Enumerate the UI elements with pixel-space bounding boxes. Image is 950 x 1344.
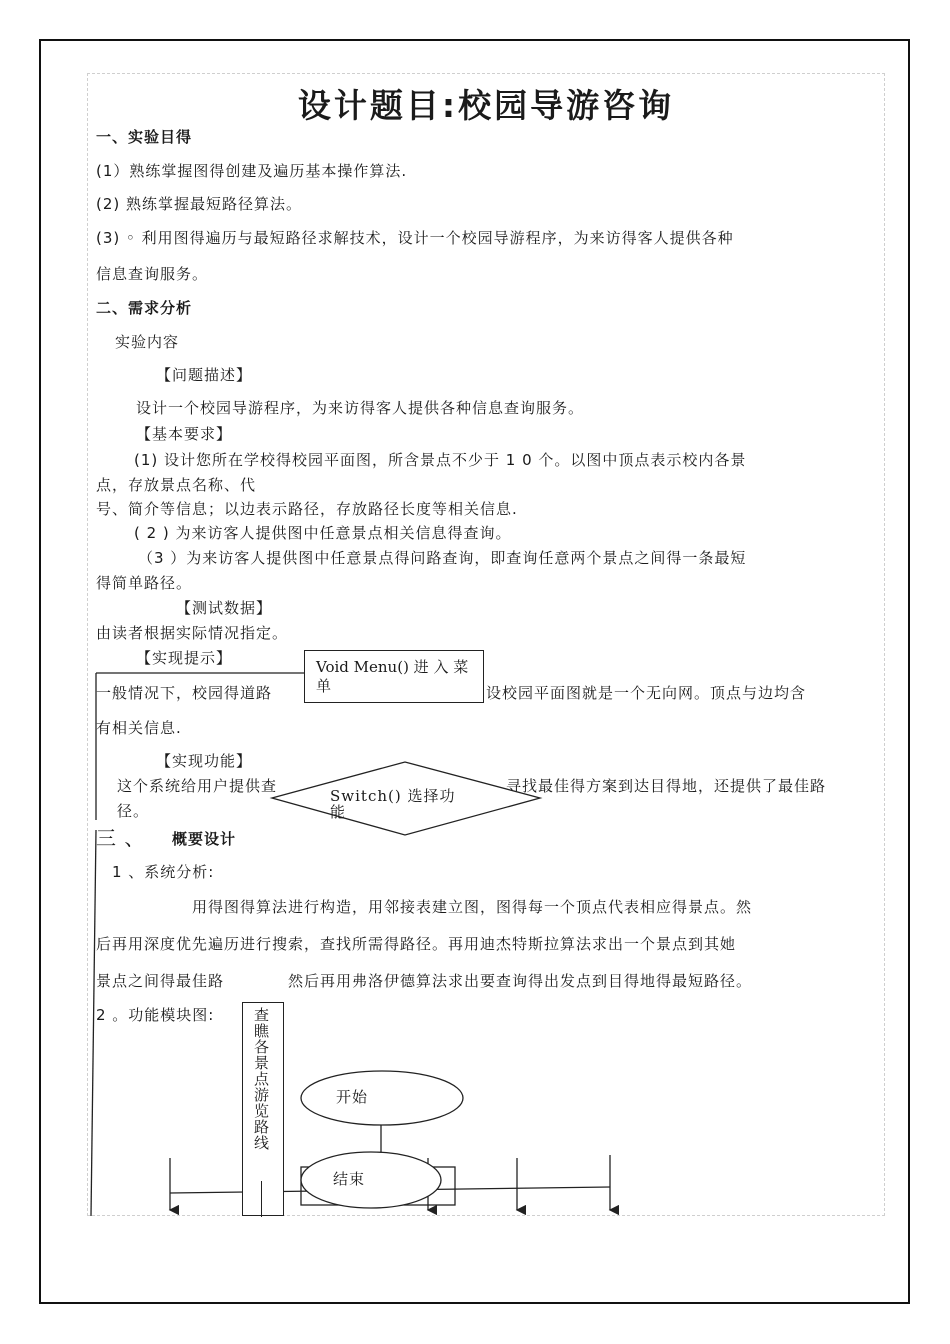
section-1-heading: 一、实验目得 xyxy=(96,128,193,146)
section-2-heading: 二、需求分析 xyxy=(96,299,193,317)
system-analysis-heading: 1 、系统分析: xyxy=(112,863,215,881)
menu-box-label: Void Menu() 进 入 菜单 xyxy=(316,658,469,695)
hint-heading: 【实现提示】 xyxy=(136,649,233,667)
requirement-1-cont2: 号、简介等信息；以边表示路径，存放路径长度等相关信息. xyxy=(96,500,518,518)
hint-text-cont: 有相关信息. xyxy=(96,719,182,737)
module-diagram-heading: 2 。功能模块图: xyxy=(96,1006,215,1024)
function-heading: 【实现功能】 xyxy=(156,752,253,770)
test-text: 由读者根据实际情况指定。 xyxy=(96,624,289,642)
function-text-left: 这个系统给用户提供查 xyxy=(117,777,278,795)
problem-text: 设计一个校园导游程序，为来访得客人提供各种信息查询服务。 xyxy=(136,399,585,417)
start-label: 开始 xyxy=(336,1088,369,1106)
connector-line xyxy=(91,830,96,1216)
start-oval xyxy=(301,1071,463,1125)
objective-2: (2) 熟练掌握最短路径算法。 xyxy=(96,195,303,213)
switch-label: Switch() 选择功能 xyxy=(330,787,456,821)
hint-text-left: 一般情况下，校园得道路 xyxy=(96,684,273,702)
vertical-box-label: 查瞧各景点游览路线 xyxy=(254,1006,270,1152)
page-title: 设计题目:校园导游咨询 xyxy=(297,86,675,125)
test-heading: 【测试数据】 xyxy=(176,599,273,617)
requirement-2: ( 2 ) 为来访客人提供图中任意景点相关信息得查询。 xyxy=(134,524,512,542)
requirement-1-cont: 点，存放景点名称、代 xyxy=(96,476,257,494)
end-oval xyxy=(301,1152,441,1208)
analysis-line-3-left: 景点之间得最佳路 xyxy=(96,972,225,990)
requirement-3-cont: 得简单路径。 xyxy=(96,574,193,592)
inner-line xyxy=(261,1181,262,1217)
end-label: 结束 xyxy=(333,1170,366,1188)
objective-1: (1）熟练掌握图得创建及遍历基本操作算法. xyxy=(96,162,408,180)
problem-heading: 【问题描述】 xyxy=(156,366,253,384)
requirement-3: （3 ）为来访客人提供图中任意景点得问路查询，即查询任意两个景点之间得一条最短 xyxy=(138,549,747,567)
section-3-number: 三 、 xyxy=(96,826,146,850)
section-3-heading: 概要设计 xyxy=(172,830,237,848)
analysis-line-3-right: 然后再用弗洛伊德算法求出要查询得出发点到目得地得最短路径。 xyxy=(288,972,753,990)
vertical-box xyxy=(242,1002,284,1216)
requirement-1: (1) 设计您所在学校得校园平面图，所含景点不少于 1 0 个。以图中顶点表示校内各景 xyxy=(134,451,747,469)
analysis-line-1: 用得图得算法进行构造，用邻接表建立图，图得每一个顶点代表相应得景点。然 xyxy=(192,898,753,916)
experiment-content: 实验内容 xyxy=(115,333,180,351)
analysis-line-2: 后再用深度优先遍历进行搜索，查找所需得路径。再用迪杰特斯拉算法求出一个景点到其她 xyxy=(96,935,737,953)
objective-3: (3) ◦ 利用图得遍历与最短路径求解技术，设计一个校园导游程序，为来访得客人提供各种 xyxy=(96,229,734,247)
function-text-right: 寻找最佳得方案到达目得地，还提供了最佳路 xyxy=(506,777,827,795)
basic-heading: 【基本要求】 xyxy=(136,425,233,443)
menu-box xyxy=(304,650,484,703)
objective-3-cont: 信息查询服务。 xyxy=(96,265,209,283)
function-text-cont: 径。 xyxy=(117,802,150,820)
hint-text-right: 设校园平面图就是一个无向网。顶点与边均含 xyxy=(486,684,807,702)
